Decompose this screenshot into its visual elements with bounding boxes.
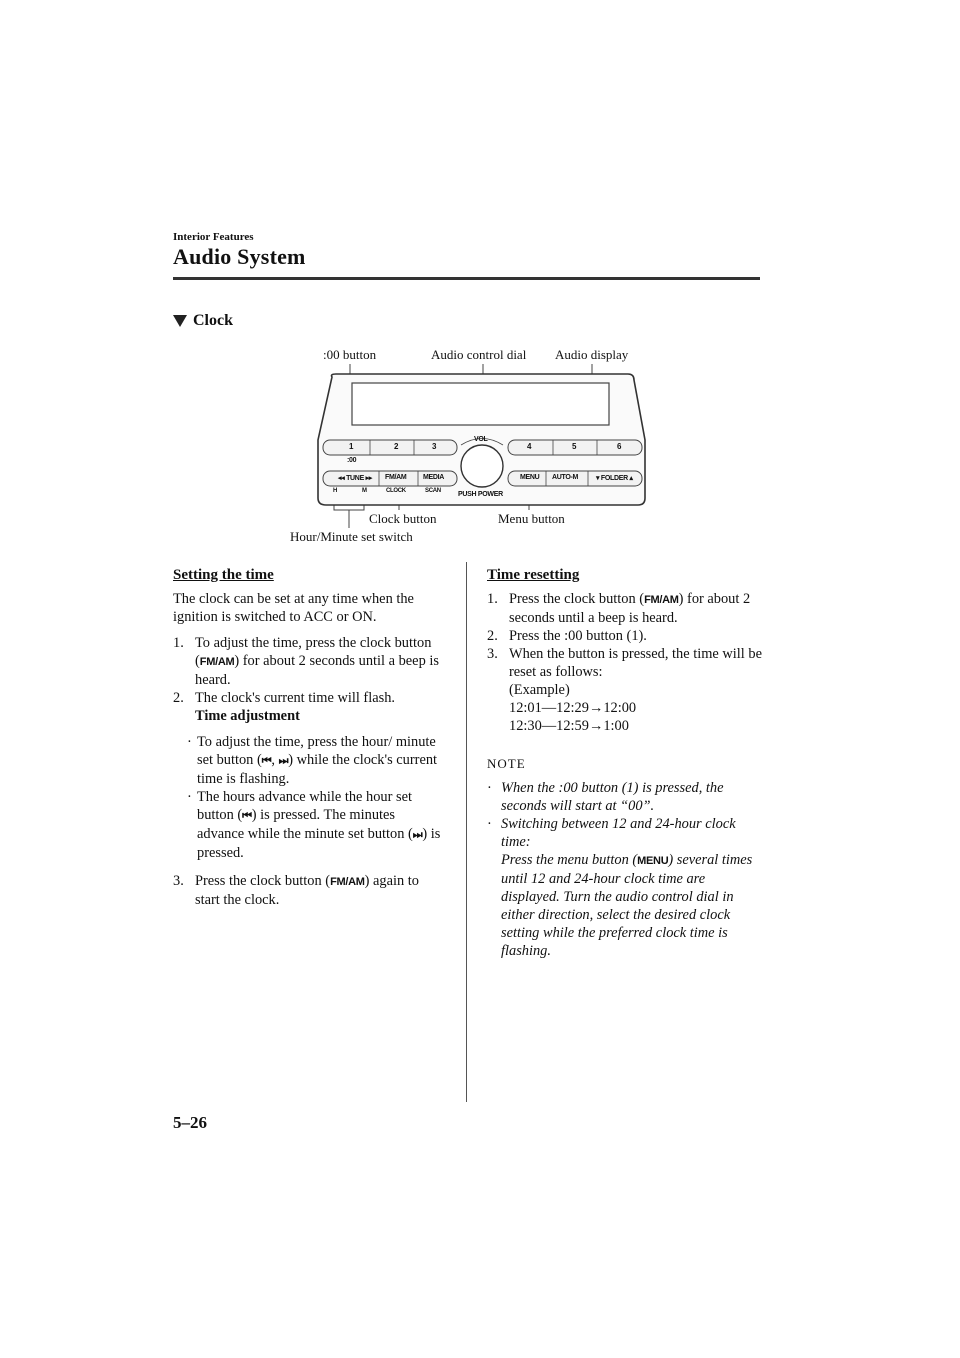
- preset-6-label: 6: [617, 442, 622, 451]
- intro-paragraph: The clock can be set at any time when the ignition is switched to ACC or ON.: [173, 591, 414, 625]
- time-resetting-heading: Time resetting: [487, 567, 580, 583]
- fmam-label: FM/AM: [385, 474, 407, 481]
- setting-time-heading: Setting the time: [173, 567, 274, 583]
- note-2: · Switching between 12 and 24-hour clock time: Press the menu button (MENU) several times until 12 and 24-hour clock time are displayed. Turn the audio control dial in either direction, select the desired clock setting while the preferred clock time is flashing.: [487, 816, 753, 959]
- adjust-bullets: [173, 733, 443, 862]
- preset-4-label: 4: [527, 442, 532, 451]
- example-line-1: 12:01—12:29→12:00: [509, 700, 637, 716]
- example-line-2: 12:30—12:59→1:00: [509, 718, 629, 734]
- bullet-1: · To adjust the time, press the hour/ minute set button (⏮, ⏭) while the clock's current time is flashing.: [187, 734, 438, 787]
- step-1-num: 1.: [173, 635, 184, 651]
- page-title: Audio System: [173, 244, 306, 269]
- folder-text: FOLDER: [600, 475, 628, 482]
- scan-label: SCAN: [425, 488, 441, 494]
- preset-5-label: 5: [572, 442, 577, 451]
- h-label: H: [333, 488, 338, 494]
- step-1-text-a: To adjust the time, press the clock button (: [195, 635, 432, 669]
- left-column: [173, 566, 443, 909]
- callout-clock-button: Clock button: [369, 511, 437, 526]
- reset-step-3-num: 3.: [487, 646, 498, 662]
- bullet-1-b: ) while the clock's current time is flashing.: [197, 752, 438, 787]
- step-1-text-b: ) for about 2 seconds until a beep is heard.: [195, 653, 439, 688]
- note-2-a: Switching between 12 and 24-hour clock time:: [501, 816, 736, 850]
- reset-step-2: [487, 627, 763, 645]
- media-label: MEDIA: [423, 474, 445, 481]
- tune-text: TUNE: [346, 475, 364, 482]
- push-power-label: PUSH POWER: [458, 491, 503, 498]
- step-2-num: 2.: [173, 690, 184, 706]
- note-2-b1: Press the menu button (: [501, 852, 638, 868]
- reset-step-1-num: 1.: [487, 591, 498, 607]
- note-1: · When the :00 button (1) is pressed, the seconds will start at “00”.: [487, 779, 763, 815]
- callout-00-button: :00 button: [323, 347, 377, 362]
- menu-label: MENU: [520, 474, 540, 481]
- preset-2-label: 2: [394, 442, 399, 451]
- step-3: [173, 872, 443, 909]
- example-label: (Example): [509, 682, 570, 698]
- reset-step-3-text: When the button is pressed, the time will be reset as follows:: [509, 646, 762, 680]
- bullet-2-b: ) is pressed. The minutes advance while the minute set button (: [197, 807, 413, 842]
- bullet-2-c: ) is pressed.: [197, 826, 441, 861]
- reset-step-2-num: 2.: [487, 628, 498, 644]
- rewind-icon: ⏮: [242, 810, 252, 822]
- sub-00-label: :00: [347, 457, 357, 464]
- section-label: Interior Features: [173, 231, 254, 243]
- step-3-num: 3.: [173, 873, 184, 889]
- folder-label: ▾ FOLDER ▴: [596, 475, 633, 482]
- m-label: M: [362, 488, 367, 494]
- note-label: NOTE: [487, 756, 526, 771]
- menu-icon: MENU: [637, 855, 669, 867]
- time-adjustment-label: Time adjustment: [195, 708, 300, 724]
- vol-label: VOL: [474, 436, 488, 443]
- step-1: [173, 634, 443, 689]
- step-3-text-a: Press the clock button (: [195, 873, 331, 889]
- step-3-text-b: ) again to start the clock.: [195, 873, 419, 908]
- tune-label: ◂◂ TUNE ▸▸: [338, 475, 373, 482]
- callout-hour-minute-switch: Hour/Minute set switch: [290, 529, 413, 544]
- bullet-2: · The hours advance while the hour set button (⏮) is pressed. The minutes advance while the minute set button (⏭) is pressed.: [187, 789, 441, 861]
- reset-step-1-a: Press the clock button (: [509, 591, 645, 607]
- fmam-icon: FM/AM: [330, 876, 365, 888]
- callout-audio-control-dial: Audio control dial: [431, 347, 527, 362]
- callout-menu-button: Menu button: [498, 511, 565, 526]
- note-list: [487, 779, 763, 960]
- bullet-2-a: The hours advance while the hour set button (: [197, 789, 412, 823]
- page-number: 5–26: [173, 1113, 207, 1132]
- reset-step-1-b: ) for about 2 seconds until a beep is heard.: [509, 591, 751, 626]
- reset-step-1: [487, 590, 763, 627]
- preset-3-label: 3: [432, 442, 437, 451]
- note-1-text: When the :00 button (1) is pressed, the seconds will start at “00”.: [501, 780, 724, 814]
- reset-step-2-text: Press the :00 button (1).: [509, 628, 647, 644]
- right-column: [487, 566, 763, 960]
- step-2-text: The clock's current time will flash.: [195, 690, 396, 706]
- fast-forward-icon: ⏭: [278, 755, 289, 767]
- rewind-icon: ⏮: [261, 755, 272, 767]
- clock-heading-label: Clock: [193, 312, 233, 329]
- bullet-1-a: To adjust the time, press the hour/ minute set button (: [197, 734, 436, 768]
- step-2: [173, 689, 443, 725]
- fast-forward-icon: ⏭: [412, 829, 423, 841]
- note-2-b2: ) several times until 12 and 24-hour clock time are displayed. Turn the audio control dial in either direction, select the desired clock setting while the preferred clock time is flashing.: [501, 852, 753, 959]
- column-divider: [466, 562, 467, 1102]
- preset-1-label: 1: [349, 442, 354, 451]
- fmam-icon: FM/AM: [199, 656, 235, 668]
- autom-label: AUTO-M: [552, 474, 579, 481]
- callout-audio-display: Audio display: [555, 347, 629, 362]
- fmam-icon: FM/AM: [644, 594, 679, 606]
- reset-step-3: [487, 645, 763, 735]
- clock-label: CLOCK: [386, 488, 406, 494]
